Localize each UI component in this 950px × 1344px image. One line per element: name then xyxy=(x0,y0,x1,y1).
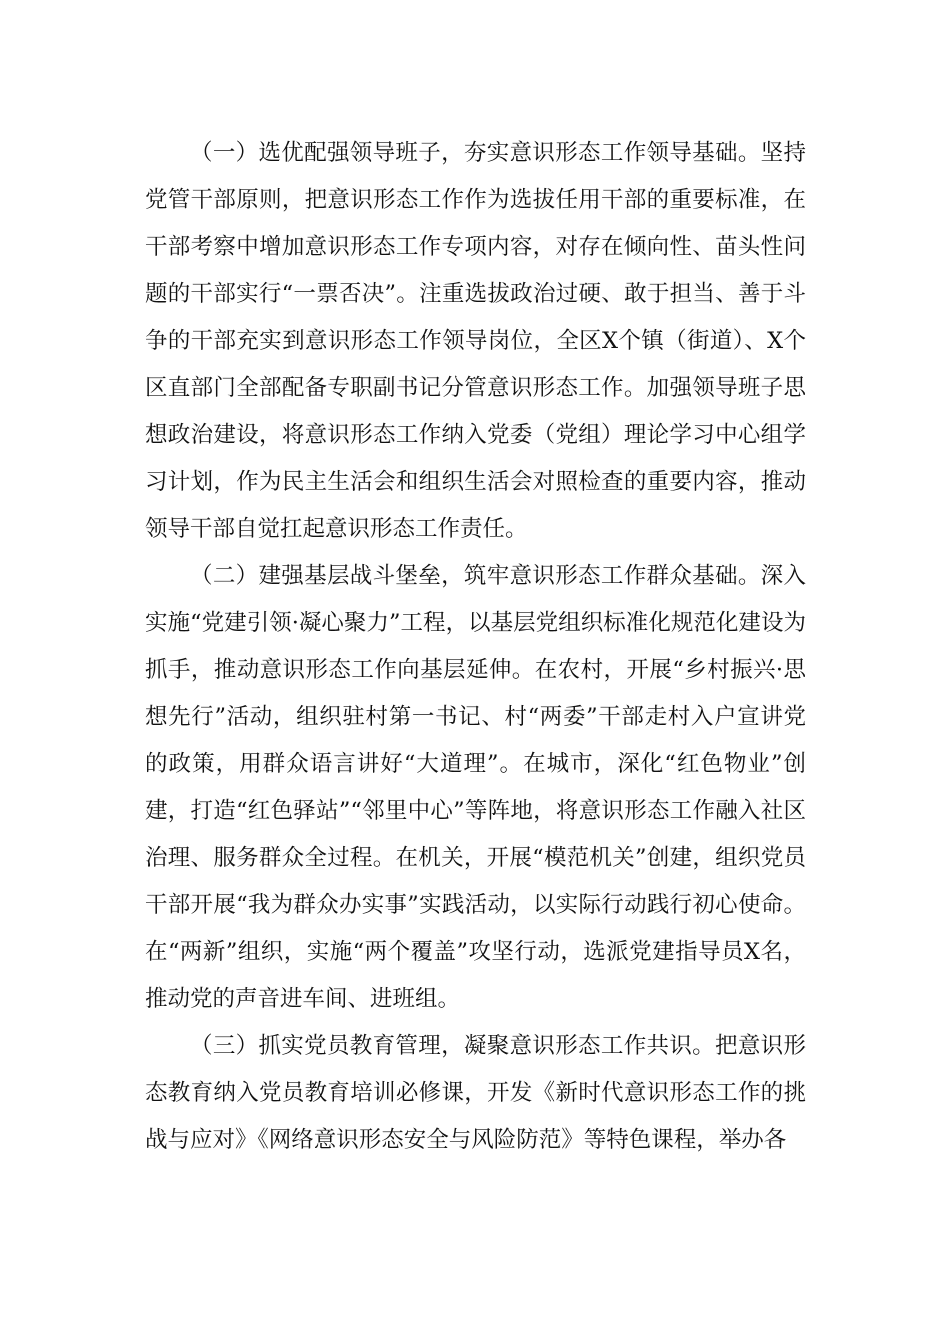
paragraph-1: （一）选优配强领导班子，夯实意识形态工作领导基础。坚持党管干部原则，把意识形态工作作为选拔任用干部的重要标准，在干部考察中增加意识形态工作专项内容，对存在倾向性、苗头性问题的干部实行“一票否决”。注重选拔政治过硬、敢于担当、善于斗争的干部充实到意识形态工作领导岗位，全区X个镇（街道）、X个区直部门全部配备专职副书记分管意识形态工作。加强领导班子思想政治建设，将意识形态工作纳入党委（党组）理论学习中心组学习计划，作为民主生活会和组织生活会对照检查的重要内容，推动领导干部自觉扛起意识形态工作责任。 xyxy=(145,140,806,542)
paragraph-3: （三）抓实党员教育管理，凝聚意识形态工作共识。把意识形态教育纳入党员教育培训必修课，开发《新时代意识形态工作的挑战与应对》《网络意识形态安全与风险防范》等特色课程，举办各 xyxy=(145,1033,806,1153)
document-body xyxy=(145,130,806,1164)
paragraph-2: （二）建强基层战斗堡垒，筑牢意识形态工作群众基础。深入实施“党建引领·凝心聚力”工程，以基层党组织标准化规范化建设为抓手，推动意识形态工作向基层延伸。在农村，开展“乡村振兴·思想先行”活动，组织驻村第一书记、村“两委”干部走村入户宣讲党的政策，用群众语言讲好“大道理”。在城市，深化“红色物业”创建，打造“红色驿站”“邻里中心”等阵地，将意识形态工作融入社区治理、服务群众全过程。在机关，开展“模范机关”创建，组织党员干部开展“我为群众办实事”实践活动，以实际行动践行初心使命。在“两新”组织，实施“两个覆盖”攻坚行动，选派党建指导员X名，推动党的声音进车间、进班组。 xyxy=(145,563,806,1012)
